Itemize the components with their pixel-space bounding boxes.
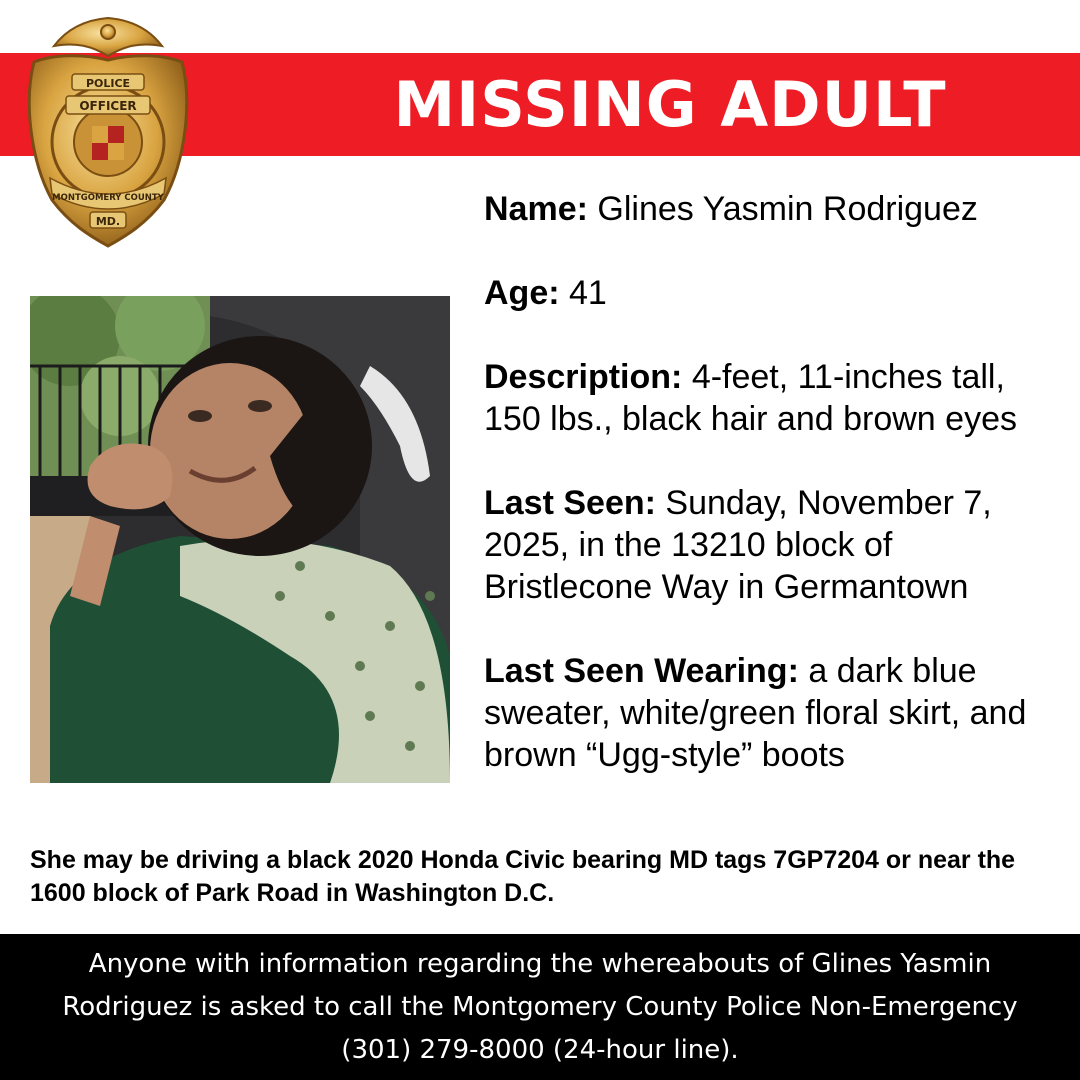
detail-name: [484, 188, 1064, 230]
detail-description: [484, 356, 1064, 440]
svg-text:MD.: MD.: [95, 215, 121, 228]
police-badge-icon: [14, 10, 202, 250]
detail-label: Name:: [484, 190, 588, 228]
svg-text:MONTGOMERY COUNTY: MONTGOMERY COUNTY: [52, 193, 164, 203]
footer-banner: [0, 934, 1080, 1080]
detail-label: Description:: [484, 358, 683, 396]
detail-last-seen-wearing: [484, 650, 1064, 776]
svg-text:OFFICER: OFFICER: [79, 99, 137, 113]
svg-text:POLICE: POLICE: [85, 77, 131, 90]
details-panel: [484, 188, 1064, 818]
detail-label: Last Seen:: [484, 484, 656, 522]
detail-value: Glines Yasmin Rodriguez: [597, 190, 978, 228]
page-title: MISSING ADULT: [393, 68, 947, 141]
detail-label: Last Seen Wearing:: [484, 652, 799, 690]
detail-age: [484, 272, 1064, 314]
contact-instructions: Anyone with information regarding the whereabouts of Glines Yasmin Rodriguez is asked to call the Montgomery County Police Non-Emergency (301) 279-8000 (24-hour line).: [62, 948, 1018, 1065]
detail-value: Sunday, November 7, 2025, in the 13210 block of Bristlecone Way in Germantown: [484, 484, 992, 606]
detail-value: a dark blue sweater, white/green floral skirt, and brown “Ugg-style” boots: [484, 652, 1027, 774]
detail-value: 41: [569, 274, 607, 312]
person-photo: [30, 296, 450, 783]
detail-value: 4-feet, 11-inches tall, 150 lbs., black hair and brown eyes: [484, 358, 1017, 438]
detail-label: Age:: [484, 274, 560, 312]
detail-last-seen: [484, 482, 1064, 608]
vehicle-note: She may be driving a black 2020 Honda Civic bearing MD tags 7GP7204 or near the 1600 block of Park Road in Washington D.C.: [30, 846, 1016, 907]
